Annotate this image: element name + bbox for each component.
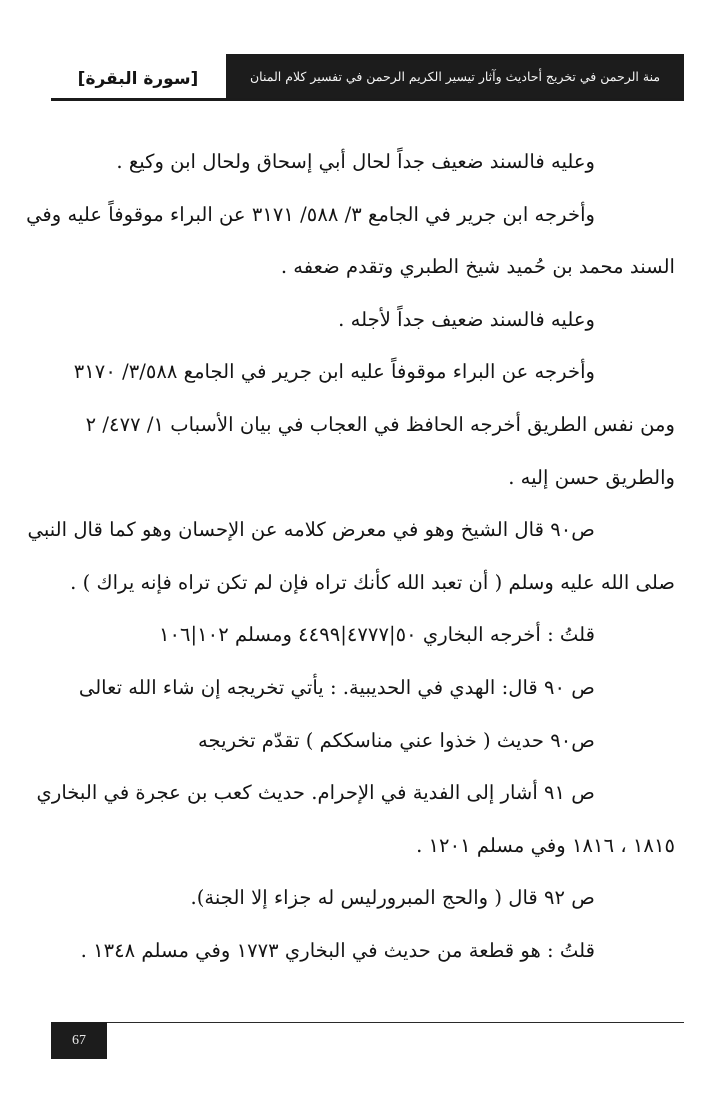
- body-line: وأخرجه ابن جرير في الجامع ٣/ ٥٨٨/ ٣١٧١ عن البراء موقوفاً عليه وفي: [26, 202, 595, 226]
- page-body: [26, 136, 675, 978]
- page-number: 67: [72, 1032, 86, 1048]
- surah-label: [سورة البقرة]: [77, 69, 199, 89]
- body-line: والطريق حسن إليه .: [508, 465, 675, 489]
- body-line: السند محمد بن حُميد شيخ الطبري وتقدم ضعفه .: [280, 255, 675, 279]
- running-title: منة الرحمن في تخريج أحاديث وآثار تيسير الكريم الرحمن في تفسير كلام المنان: [249, 68, 661, 84]
- body-line: وعليه فالسند ضعيف جداً لحال أبي إسحاق ولحال ابن وكيع .: [116, 150, 595, 173]
- page-number-box: [51, 1022, 107, 1059]
- body-line: ص٩٠ قال الشيخ وهو في معرض كلامه عن الإحسان وهو كما قال النبي: [27, 518, 595, 542]
- body-line: ص ٩٢ قال ( والحج المبرورليس له جزاء إلا الجنة).: [190, 886, 595, 910]
- body-line: وأخرجه عن البراء موقوفاً عليه ابن جرير في الجامع ٣/٥٨٨/ ٣١٧٠: [73, 360, 595, 384]
- body-line: قلتُ : هو قطعة من حديث في البخاري ١٧٧٣ وفي مسلم ١٣٤٨ .: [80, 938, 595, 962]
- body-line: ص ٩٠ قال: الهدي في الحديبية. : يأتي تخريجه إن شاء الله تعالى: [78, 675, 595, 699]
- body-line: قلتُ : أخرجه البخاري ٥٠|٤٧٧٧|٤٤٩٩ ومسلم ١٠٢|١٠٦: [158, 623, 595, 647]
- running-header-band: [226, 54, 684, 98]
- body-line: ومن نفس الطريق أخرجه الحافظ في العجاب في بيان الأسباب ١/ ٤٧٧/ ٢: [85, 412, 675, 436]
- body-line: ١٨١٥ ، ١٨١٦ وفي مسلم ١٢٠١ .: [416, 833, 675, 857]
- footer-rule: [51, 1022, 684, 1023]
- header-rule: [51, 98, 684, 101]
- body-line: وعليه فالسند ضعيف جداً لأجله .: [338, 307, 595, 331]
- body-line: صلى الله عليه وسلم ( أن تعبد الله كأنك تراه فإن لم تكن تراه فإنه يراك ) .: [70, 570, 675, 594]
- body-line: ص٩٠ حديث ( خذوا عني مناسككم ) تقدّم تخريجه: [198, 728, 595, 752]
- body-line: ص ٩١ أشار إلى الفدية في الإحرام. حديث كعب بن عجرة في البخاري: [36, 781, 595, 805]
